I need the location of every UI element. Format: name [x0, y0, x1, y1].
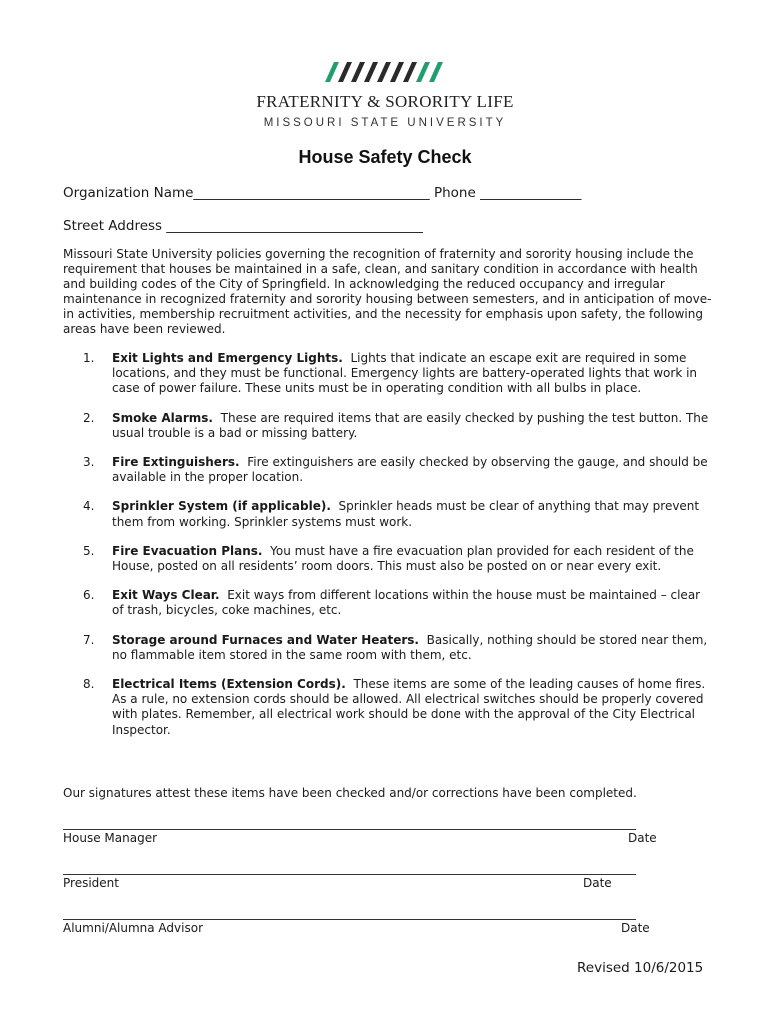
- item-text: You must have a fire evacuation plan provided for each resident of the House, posted on all residents’ room doors. This must also be posted on or near every exit.: [112, 543, 694, 574]
- list-item: [63, 411, 713, 441]
- president-label: President: [63, 876, 119, 890]
- item-number: 8.: [83, 677, 95, 692]
- item-number: 6.: [83, 588, 95, 603]
- list-item: [63, 351, 713, 397]
- item-number: 4.: [83, 499, 95, 514]
- item-title: Smoke Alarms.: [112, 410, 213, 425]
- item-number: 1.: [83, 351, 95, 365]
- item-title: Fire Extinguishers.: [112, 455, 240, 470]
- president-signature-line[interactable]: [63, 874, 636, 875]
- logo-stripe: [377, 62, 391, 82]
- revised-date: Revised 10/6/2015: [577, 960, 704, 976]
- list-item: [63, 633, 713, 663]
- list-item: [63, 588, 713, 618]
- list-item: [63, 499, 713, 529]
- item-text: These items are some of the leading causes of home fires. As a rule, no extension cords should be allowed. All electrical switches should be properly covered with plates. Remember, all electrical work should be done with the approval of the City Electrical Inspector.: [112, 677, 706, 737]
- logo: [0, 58, 770, 86]
- item-text: Basically, nothing should be stored near them, no flammable item stored in the same room with them, etc.: [112, 632, 708, 662]
- item-title: Storage around Furnaces and Water Heaters.: [112, 632, 419, 647]
- house-manager-date-label: Date: [628, 831, 657, 845]
- logo-stripe: [325, 62, 339, 82]
- list-item: [63, 455, 713, 485]
- university-name: MISSOURI STATE UNIVERSITY: [263, 117, 507, 129]
- page-title: House Safety Check: [298, 147, 472, 167]
- item-text: Sprinkler heads must be clear of anything that may prevent them from working. Sprinkler systems must work.: [112, 499, 700, 529]
- president-date-label: Date: [583, 876, 612, 890]
- logo-stripe: [351, 62, 365, 82]
- item-title: Sprinkler System (if applicable).: [112, 499, 331, 514]
- house-manager-label: House Manager: [63, 831, 158, 845]
- item-text: Exit ways from different locations within the house must be maintained – clear of trash, bicycles, coke machines, etc.: [112, 588, 701, 618]
- logo-stripe: [338, 62, 352, 82]
- list-item: [63, 544, 713, 574]
- intro-paragraph: Missouri State University policies governing the recognition of fraternity and sorority housing include the requirement that houses be maintained in a safe, clean, and sanitary condition in accordance with health and building codes of the City of Springfield. In acknowledging the reduced occupancy and irregular maintenance in recognized fraternity and sorority housing between semesters, and in anticipation of move-in activities, membership recruitment activities, and the necessity for emphasis upon safety, the following areas have been reviewed.: [63, 247, 712, 336]
- item-title: Fire Evacuation Plans.: [112, 543, 263, 558]
- logo-stripe: [429, 62, 443, 82]
- safety-items-list: [63, 351, 713, 738]
- logo-stripe: [416, 62, 430, 82]
- logo-stripe: [364, 62, 378, 82]
- advisor-date-label: Date: [621, 921, 650, 935]
- item-number: 2.: [83, 410, 95, 425]
- item-title: Electrical Items (Extension Cords).: [112, 677, 346, 692]
- item-title: Exit Lights and Emergency Lights.: [112, 351, 343, 365]
- item-number: 7.: [83, 632, 95, 647]
- list-item: [63, 677, 713, 738]
- stripes-logo-icon: [315, 58, 455, 86]
- item-text: Fire extinguishers are easily checked by observing the gauge, and should be available in the proper location.: [112, 455, 708, 485]
- house-manager-signature-line[interactable]: [63, 829, 636, 830]
- logo-stripe: [390, 62, 404, 82]
- item-text: These are required items that are easily checked by pushing the test button. The usual trouble is a bad or missing battery.: [112, 410, 709, 440]
- item-title: Exit Ways Clear.: [112, 588, 220, 603]
- organization-phone-field[interactable]: Organization Name___________________________________ Phone _______________: [63, 185, 582, 201]
- item-number: 3.: [83, 455, 95, 470]
- item-number: 5.: [83, 543, 95, 558]
- item-text: Lights that indicate an escape exit are required in some locations, and they must be functional. Emergency lights are battery-operated lights that work in case of power failure. These units must be in operating condition with all bulbs in place.: [112, 351, 698, 396]
- org-title: FRATERNITY & SORORITY LIFE: [256, 92, 514, 111]
- logo-stripe: [403, 62, 417, 82]
- advisor-label: Alumni/Alumna Advisor: [63, 921, 204, 935]
- advisor-signature-line[interactable]: [63, 919, 636, 920]
- attestation-text: Our signatures attest these items have been checked and/or corrections have been completed.: [63, 786, 637, 800]
- street-address-field[interactable]: Street Address ______________________________________: [63, 218, 423, 234]
